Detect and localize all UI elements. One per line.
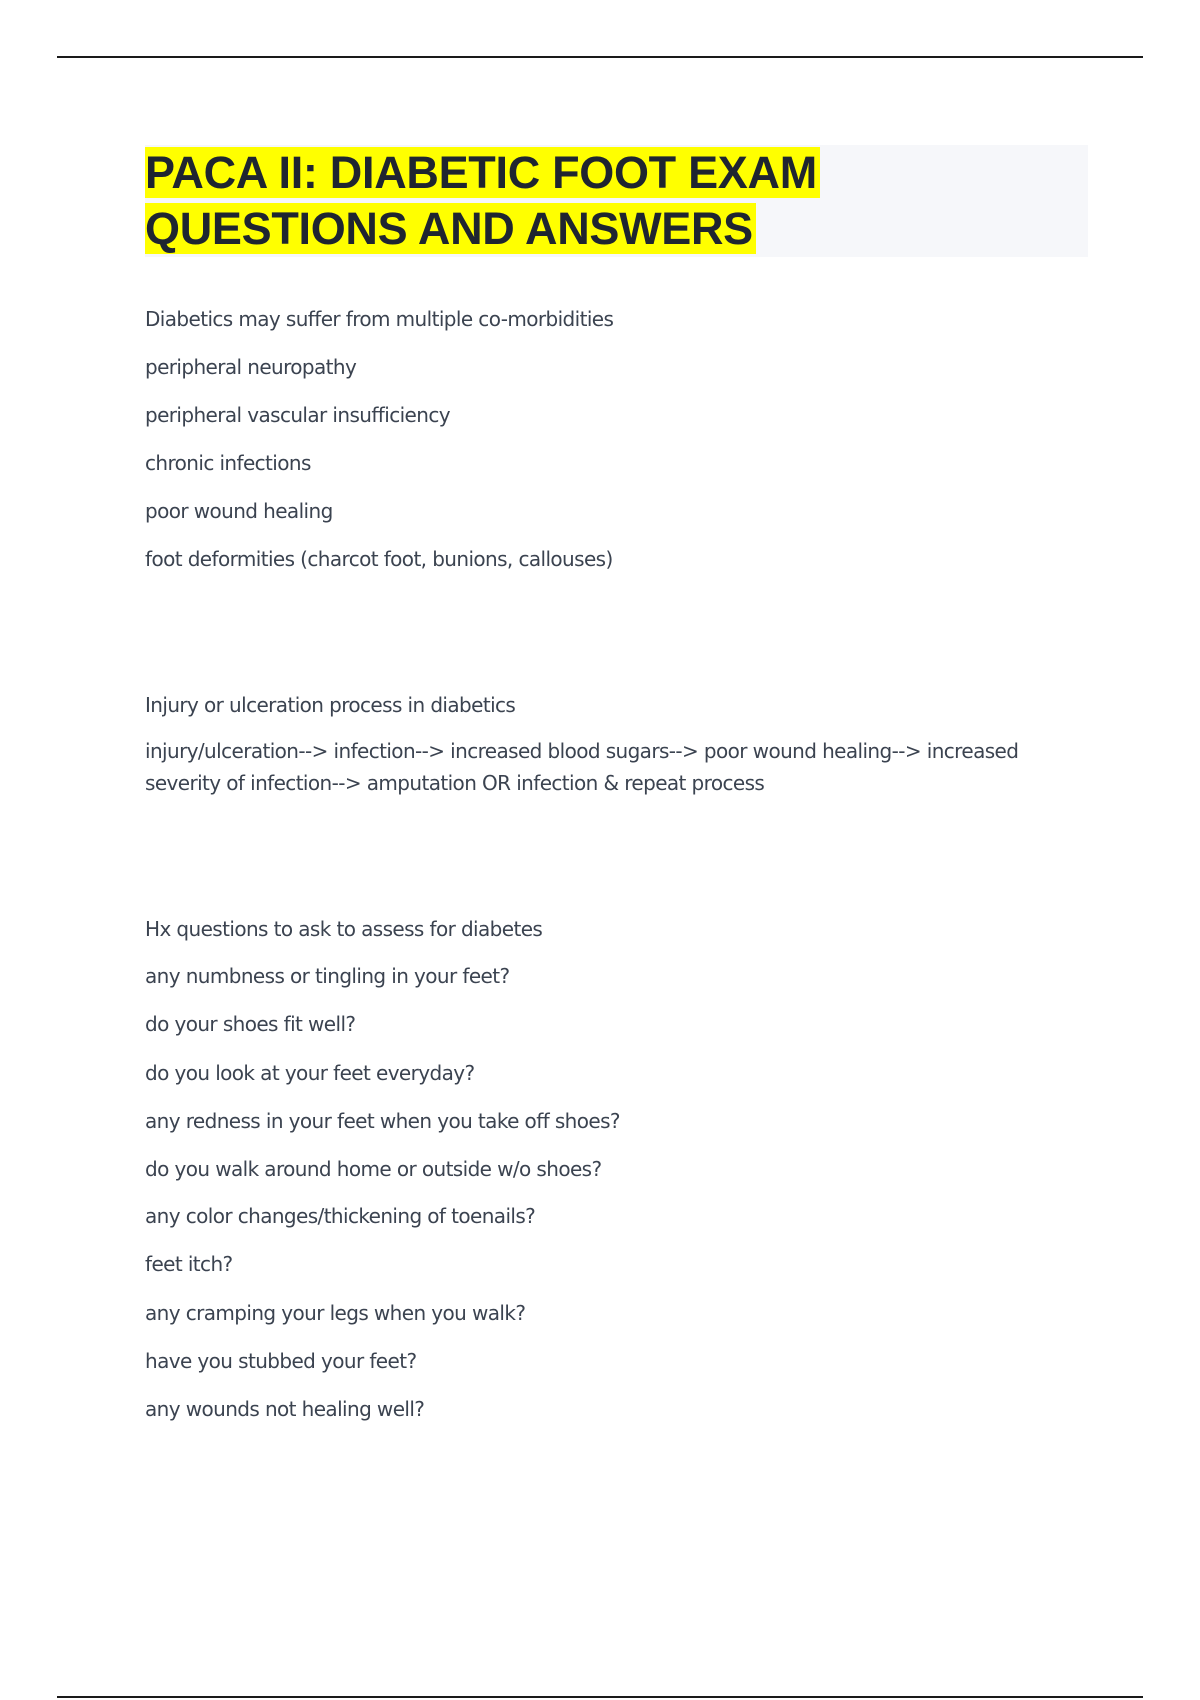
answer-text: any cramping your legs when you walk? (145, 1301, 526, 1325)
title-block (145, 145, 1088, 257)
answer-text: injury/ulceration--> infection--> increased blood sugars--> poor wound healing--> increased severity of infection--> amputation OR infection & repeat process (145, 739, 1019, 795)
question-text: Hx questions to ask to assess for diabetes (145, 917, 543, 941)
answer-text: do you look at your feet everyday? (145, 1061, 475, 1085)
answer-text: peripheral vascular insufficiency (145, 403, 450, 427)
top-rule (57, 56, 1143, 58)
answer-text: peripheral neuropathy (145, 355, 357, 379)
answer-text: any numbness or tingling in your feet? (145, 964, 510, 988)
answer-text: have you stubbed your feet? (145, 1349, 417, 1373)
question-text: Diabetics may suffer from multiple co-morbidities (145, 307, 614, 331)
answer-text: feet itch? (145, 1252, 233, 1276)
answer-text: any wounds not healing well? (145, 1397, 425, 1421)
answer-text: foot deformities (charcot foot, bunions, callouses) (145, 547, 613, 571)
answer-text: chronic infections (145, 451, 311, 475)
answer-text: any color changes/thickening of toenails? (145, 1204, 536, 1228)
answer-text: do you walk around home or outside w/o shoes? (145, 1157, 602, 1181)
question-text: Injury or ulceration process in diabetics (145, 693, 516, 717)
bottom-rule (57, 1696, 1143, 1698)
answer-text: any redness in your feet when you take off shoes? (145, 1109, 620, 1133)
answer-text: poor wound healing (145, 499, 333, 523)
title-highlight: PACA II: DIABETIC FOOT EXAM QUESTIONS AND ANSWERS (145, 147, 820, 254)
answer-text: do your shoes fit well? (145, 1012, 356, 1036)
document-title (145, 145, 1088, 257)
